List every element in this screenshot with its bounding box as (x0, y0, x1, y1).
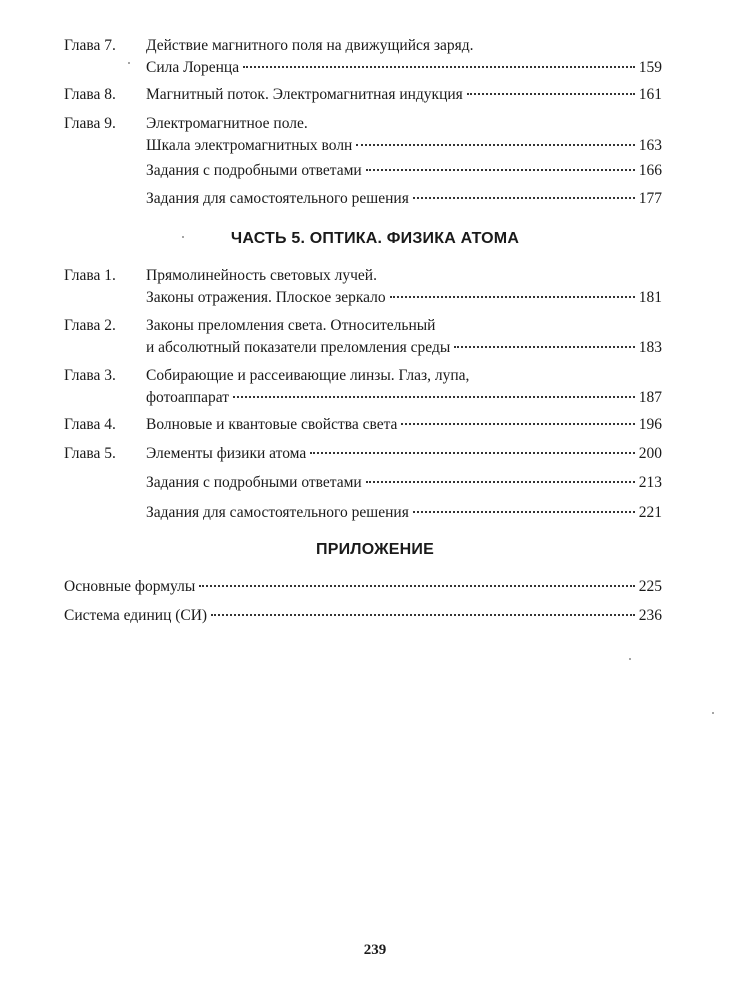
page-ref: 177 (638, 190, 662, 207)
chapter-title-line1: Законы преломления света. Относительный (146, 317, 436, 334)
appendix-title: Основные формулы (64, 578, 196, 595)
dot-leader (454, 346, 635, 348)
dot-leader (310, 452, 635, 454)
chapter-label: Глава 3. (64, 367, 116, 384)
toc-entry (64, 414, 662, 436)
page-ref: 200 (638, 445, 662, 462)
dot-leader (356, 144, 634, 146)
chapter-title-line2: Законы отражения. Плоское зеркало (146, 289, 386, 306)
chapter-title-line1: Собирающие и рассеивающие линзы. Глаз, лупа, (146, 367, 470, 384)
page-ref: 161 (638, 86, 662, 103)
scan-speck (128, 62, 130, 64)
appendix-heading: ПРИЛОЖЕНИЕ (316, 541, 434, 558)
appendix-title: Система единиц (СИ) (64, 607, 208, 624)
toc-entry (64, 576, 662, 598)
page-ref: 196 (638, 416, 662, 433)
toc-entry (64, 443, 662, 465)
part-heading: ЧАСТЬ 5. ОПТИКА. ФИЗИКА АТОМА (230, 230, 520, 247)
scan-speck (712, 712, 714, 714)
chapter-label: Глава 1. (64, 267, 116, 284)
toc-entry (64, 84, 662, 106)
page-ref: 225 (638, 578, 662, 595)
chapter-label: Глава 2. (64, 317, 116, 334)
toc-entry (64, 315, 662, 359)
page-ref: 187 (638, 389, 662, 406)
toc-entry (64, 160, 662, 182)
scan-speck (629, 658, 631, 660)
chapter-title-line1: Волновые и квантовые свойства света (146, 416, 398, 433)
toc-entry (64, 35, 662, 79)
toc-entry (64, 502, 662, 524)
toc-entry (64, 188, 662, 210)
tasks-title: Задания с подробными ответами (146, 162, 362, 179)
chapter-label: Глава 9. (64, 115, 116, 132)
chapter-title-line1: Магнитный поток. Электромагнитная индукция (146, 86, 463, 103)
dot-leader (467, 93, 635, 95)
dot-leader (243, 66, 635, 68)
dot-leader (401, 423, 634, 425)
tasks-title: Задания с подробными ответами (146, 474, 362, 491)
page-number: 239 (363, 942, 387, 958)
toc-entry (64, 265, 662, 309)
chapter-title-line1: Действие магнитного поля на движущийся заряд. (146, 37, 474, 54)
page-ref: 221 (638, 504, 662, 521)
chapter-title-line2: Шкала электромагнитных волн (146, 137, 353, 154)
dot-leader (233, 396, 635, 398)
chapter-label: Глава 4. (64, 416, 116, 433)
chapter-title-line1: Элементы физики атома (146, 445, 307, 462)
toc-entry (64, 113, 662, 157)
toc-entry (64, 605, 662, 627)
chapter-title-line2: Сила Лоренца (146, 59, 240, 76)
tasks-title: Задания для самостоятельного решения (146, 190, 409, 207)
page-ref: 183 (638, 339, 662, 356)
chapter-title-line2: и абсолютный показатели преломления среды (146, 339, 451, 356)
dot-leader (413, 197, 635, 199)
toc-entry (64, 365, 662, 409)
chapter-label: Глава 5. (64, 445, 116, 462)
toc-entry (64, 472, 662, 494)
tasks-title: Задания для самостоятельного решения (146, 504, 409, 521)
page-ref: 166 (638, 162, 662, 179)
dot-leader (366, 169, 635, 171)
chapter-title-line1: Электромагнитное поле. (146, 115, 308, 132)
page-ref: 236 (638, 607, 662, 624)
page-ref: 159 (638, 59, 662, 76)
chapter-label: Глава 8. (64, 86, 116, 103)
scan-speck (182, 236, 184, 238)
chapter-title-line2: фотоаппарат (146, 389, 230, 406)
page-ref: 181 (638, 289, 662, 306)
dot-leader (390, 296, 635, 298)
page-ref: 213 (638, 474, 662, 491)
page-ref: 163 (638, 137, 662, 154)
dot-leader (211, 614, 635, 616)
dot-leader (199, 585, 635, 587)
chapter-label: Глава 7. (64, 37, 116, 54)
chapter-title-line1: Прямолинейность световых лучей. (146, 267, 377, 284)
dot-leader (413, 511, 635, 513)
dot-leader (366, 481, 635, 483)
